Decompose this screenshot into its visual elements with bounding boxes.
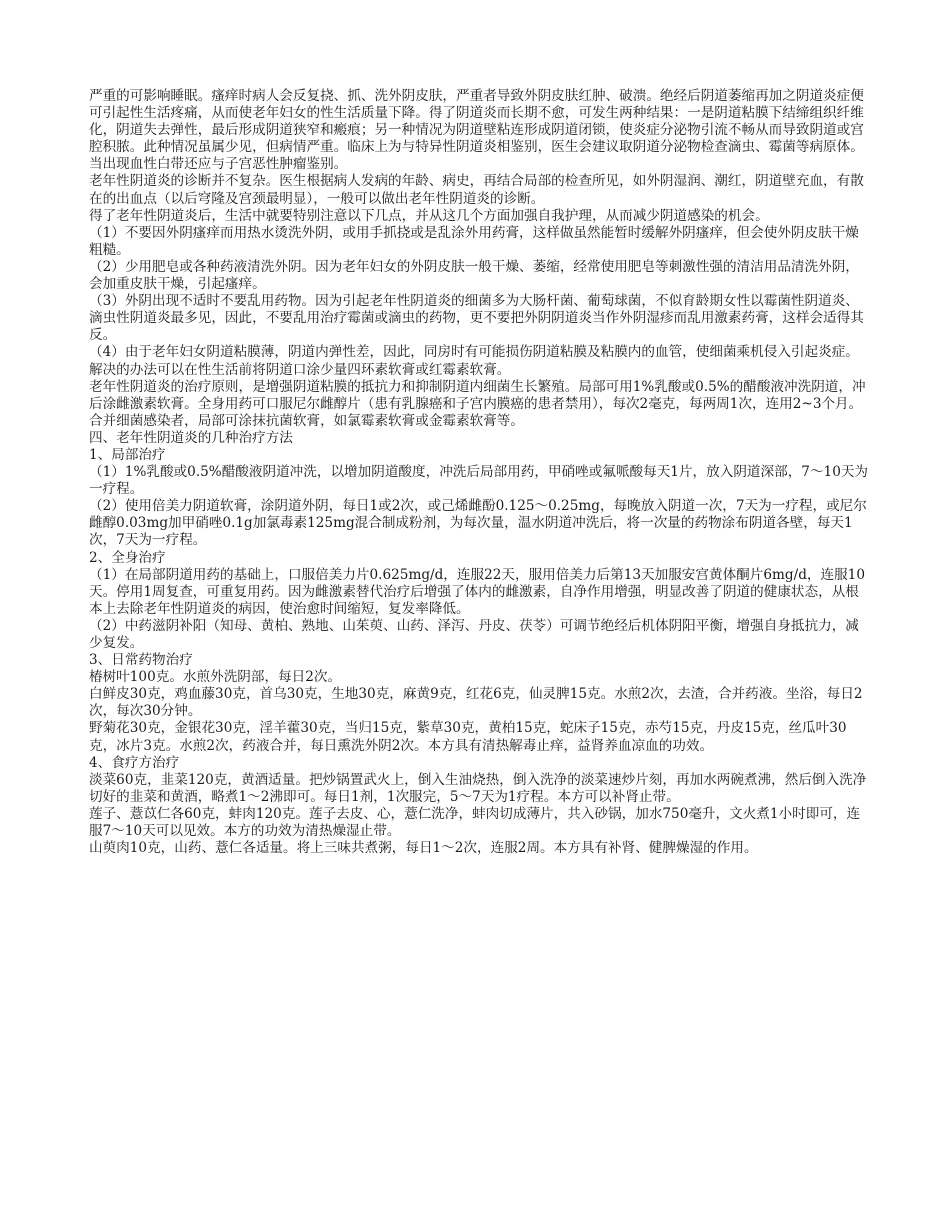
paragraph-systemic-2: （2）中药滋阴补阳（知母、黄柏、熟地、山茱萸、山药、泽泻、丹皮、茯苓）可调节绝经后机体阴阳平衡，增强自身抵抗力，减少复发。 — [89, 617, 859, 651]
paragraph-systemic-1: （1）在局部阴道用药的基础上，口服倍美力片0.625mg/d，连服22天，服用倍美力后第13天加服安宫黄体酮片6mg/d，连服10天。停用1周复查，可重复用药。因为雌激素替代治疗后增强了体内的雌激素，自净作用增强，明显改善了阴道的健康状态，从根本上去除老年性阴道炎的病因，使治愈时间缩短，复发率降低。 — [89, 566, 865, 617]
paragraph-self-care-intro: 得了老年性阴道炎后，生活中就要特别注意以下几点，并从这几个方面加强自我护理，从而减少阴道感染的机会。 — [89, 207, 769, 224]
paragraph-diet-3: 山萸肉10克，山药、薏仁各适量。将上三味共煮粥，每日1～2次，连服2周。本方具有补肾、健脾燥湿的作用。 — [89, 840, 758, 857]
paragraph-care-4: （4）由于老年妇女阴道粘膜薄，阴道内弹性差，因此，同房时有可能损伤阴道粘膜及粘膜内的血管，使细菌乘机侵入引起炎症。解决的办法可以在性生活前将阴道口涂少量四环素软膏或红霉素软膏。 — [89, 344, 859, 378]
paragraph-diet-2: 莲子、薏苡仁各60克，蚌肉120克。莲子去皮、心，薏仁洗净，蚌肉切成薄片，共入砂锅，加水750毫升，文火煮1小时即可，连服7～10天可以见效。本方的功效为清热燥湿止带。 — [89, 805, 861, 840]
paragraph-diet-1: 淡菜60克，韭菜120克，黄酒适量。把炒锅置武火上，倒入生油烧热，倒入洗净的淡菜速炒片刻，再加水两碗煮沸，然后倒入洗净切好的韭菜和黄酒，略煮1～2沸即可。每日1剂，1次服完，5～7天为1疗程。本方可以补肾止带。 — [89, 771, 867, 805]
subheading-systemic-treatment: 2、全身治疗 — [89, 549, 166, 566]
paragraph-itching-consequences: 严重的可影响睡眠。瘙痒时病人会反复挠、抓、洗外阴皮肤，严重者导致外阴皮肤红肿、破溃。绝经后阴道萎缩再加之阴道炎症便可引起性生活疼痛，从而使老年妇女的性生活质量下降。得了阴道炎而长期不愈，可发生两种结果：一是阴道粘膜下结缔组织纤维化，阴道失去弹性，最后形成阴道狭窄和瘢痕；另一种情况为阴道壁粘连形成阴道闭锁，使炎症分泌物引流不畅从而导致阴道或宫腔积脓。此种情况虽属少见，但病情严重。临床上为与特异性阴道炎相鉴别，医生会建议取阴道分泌物检查滴虫、霉菌等病原体。当出现血性白带还应与子宫恶性肿瘤鉴别。 — [89, 88, 864, 173]
paragraph-diagnosis: 老年性阴道炎的诊断并不复杂。医生根据病人发病的年龄、病史，再结合局部的检查所见，如外阴湿润、潮红，阴道壁充血，有散在的出血点（以后穹隆及宫颈最明显），一般可以做出老年性阴道炎的诊断。 — [89, 173, 864, 207]
subheading-diet-therapy: 4、食疗方治疗 — [89, 754, 180, 771]
paragraph-care-2: （2）少用肥皂或各种药液清洗外阴。因为老年妇女的外阴皮肤一般干燥、萎缩，经常使用肥皂等刺激性强的清洁用品清洗外阴，会加重皮肤干燥，引起瘙痒。 — [89, 258, 859, 293]
paragraph-local-1: （1）1%乳酸或0.5%醋酸液阴道冲洗，以增加阴道酸度，冲洗后局部用药，甲硝唑或氟哌酸每天1片，放入阴道深部，7～10天为一疗程。 — [89, 464, 869, 498]
paragraph-recipe-3: 野菊花30克，金银花30克，淫羊藿30克，当归15克，紫草30克，黄柏15克，蛇床子15克，赤芍15克，丹皮15克，丝瓜叶30克，冰片3克。水煎2次，药液合并，每日熏洗外阴2次。本方具有清热解毒止痒，益肾养血凉血的功效。 — [89, 720, 847, 754]
paragraph-care-1: （1）不要因外阴瘙痒而用热水烫洗外阴，或用手抓挠或是乱涂外用药膏，这样做虽然能暂时缓解外阴瘙痒，但会使外阴皮肤干燥粗糙。 — [89, 224, 859, 258]
paragraph-recipe-1: 椿树叶100克。水煎外洗阴部，每日2次。 — [89, 669, 342, 686]
section-heading-treatments: 四、老年性阴道炎的几种治疗方法 — [89, 429, 293, 446]
subheading-local-treatment: 1、局部治疗 — [89, 446, 166, 463]
document-body — [89, 88, 869, 857]
paragraph-local-2: （2）使用倍美力阴道软膏，涂阴道外阴，每日1或2次，或己烯雌酚0.125～0.25mg，每晚放入阴道一次，7天为一疗程，或尼尔雌醇0.03mg加甲硝唑0.1g加氯毒素125mg混合制成粉剂，为每次量，温水阴道冲洗后，将一次量的药物涂布阴道各壁，每天1次，7天为一疗程。 — [89, 498, 867, 549]
paragraph-care-3: （3）外阴出现不适时不要乱用药物。因为引起老年性阴道炎的细菌多为大肠杆菌、葡萄球菌，不似育龄期女性以霉菌性阴道炎、滴虫性阴道炎最多见，因此，不要乱用治疗霉菌或滴虫的药物，更不要把外阴阴道炎当作外阴湿疹而乱用激素药膏，这样会适得其反。 — [89, 293, 864, 344]
subheading-daily-medicine: 3、日常药物治疗 — [89, 652, 193, 669]
paragraph-treatment-principle: 老年性阴道炎的治疗原则，是增强阴道粘膜的抵抗力和抑制阴道内细菌生长繁殖。局部可用1%乳酸或0.5%的醋酸液冲洗阴道，冲后涂雌激素软膏。全身用药可口服尼尔雌醇片（患有乳腺癌和子宫内膜癌的患者禁用），每次2毫克，每两周1次，连用2~3个月。合并细菌感染者，局部可涂抹抗菌软膏，如氯霉素软膏或金霉素软膏等。 — [89, 378, 866, 429]
paragraph-recipe-2: 白鲜皮30克，鸡血藤30克，首乌30克，生地30克，麻黄9克，红花6克，仙灵脾15克。水煎2次，去渣，合并药液。坐浴，每日2次，每次30分钟。 — [89, 686, 863, 720]
